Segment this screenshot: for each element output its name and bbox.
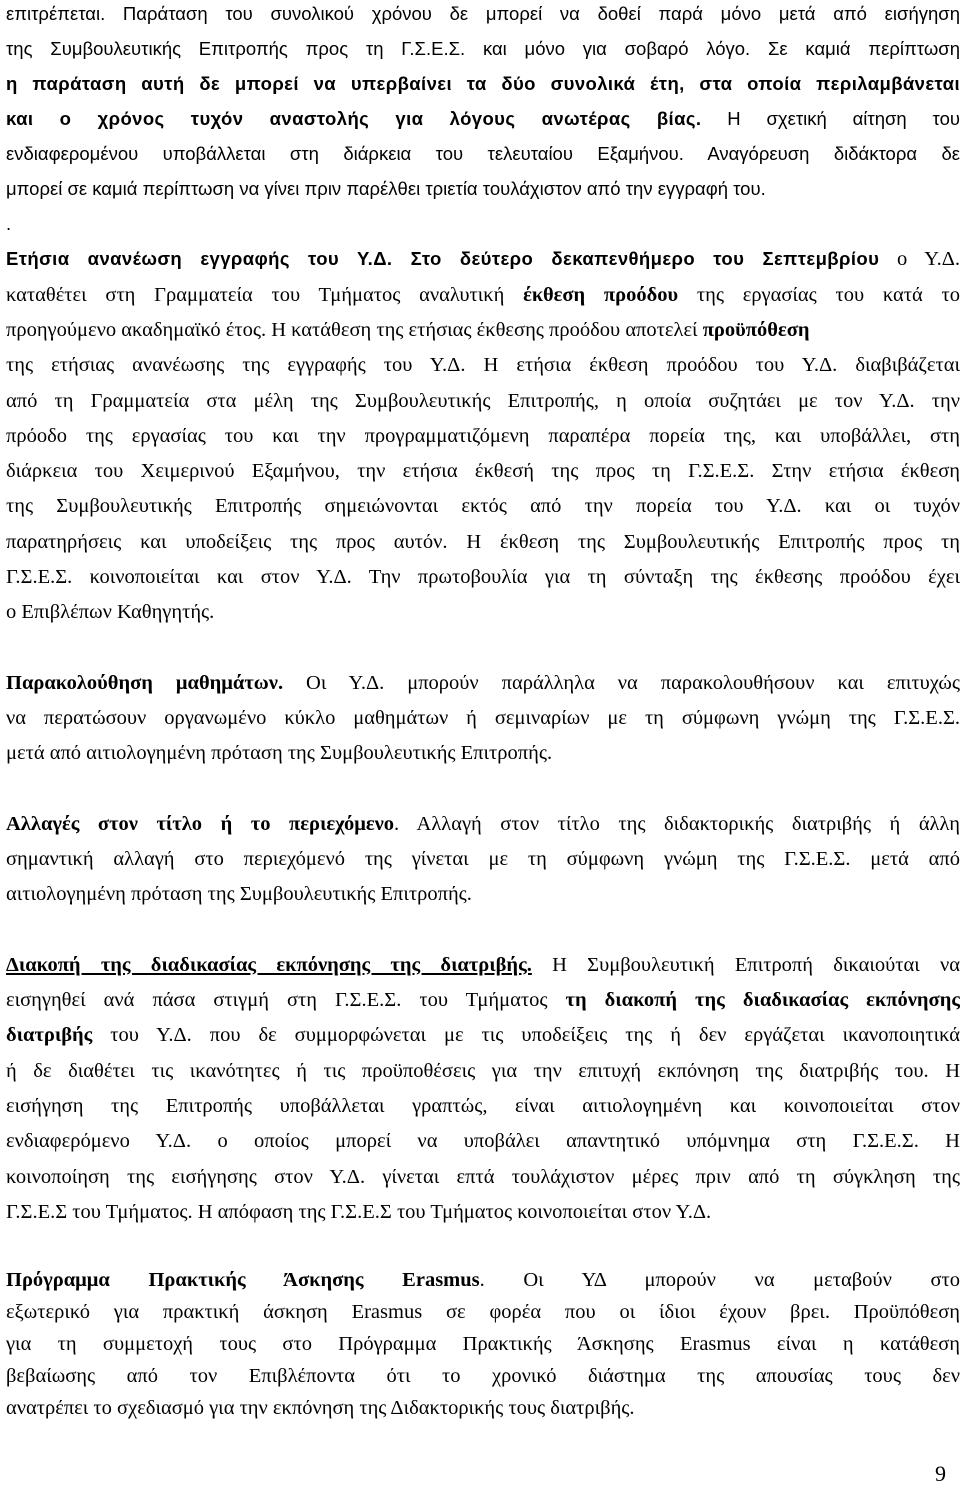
- line-text: εισήγηση της Επιτροπής υποβάλλεται γραπτώς, είναι αιτιολογημένη και κοινοποιείται στον: [6, 1095, 960, 1117]
- text-line: [6, 1364, 960, 1388]
- text-line: [6, 212, 960, 236]
- line-text: η παράταση αυτή δε μπορεί να υπερβαίνει τα δύο συνολικά έτη, στα οποία περιλαμβάνεται: [6, 73, 960, 94]
- paragraph-heading-line: [6, 812, 960, 836]
- text-line: [6, 988, 960, 1012]
- text-line: [6, 177, 960, 201]
- text-line: [6, 1129, 960, 1153]
- text-line: [6, 2, 960, 26]
- line-text: και ο χρόνος τυχόν αναστολής για λόγους ανωτέρας βίας.: [6, 108, 702, 129]
- bold-term: προϋπόθεση: [702, 319, 810, 341]
- text-line: [6, 882, 960, 906]
- paragraph-heading: Ετήσια ανανέωση εγγραφής του Υ.Δ. Στο δεύτερο δεκαπενθήμερο του Σεπτεμβρίου: [6, 248, 880, 269]
- paragraph-heading: Πρόγραμμα Πρακτικής Άσκησης Erasmus: [6, 1269, 480, 1291]
- line-text: αιτιολογημένη πρόταση της Συμβουλευτικής Επιτροπής.: [6, 883, 472, 905]
- text-line: [6, 706, 960, 730]
- text-line: [6, 72, 960, 96]
- bold-term: έκθεση προόδου: [523, 284, 679, 306]
- text-line: [6, 424, 960, 448]
- line-text: της εργασίας του κατά το: [678, 284, 960, 306]
- paragraph-heading-line: [6, 671, 960, 695]
- line-text: ενδιαφερομένου υποβάλλεται στη διάρκεια του τελευταίου Εξαμήνου. Αναγόρευση διδάκτορα δε: [6, 143, 960, 164]
- text-line: [6, 107, 960, 132]
- line-text: βεβαίωσης από τον Επιβλέποντα ότι το χρονικό διάστημα της απουσίας τους δεν: [6, 1365, 960, 1387]
- line-text: ο Υ.Δ.: [879, 248, 960, 270]
- line-text: προηγούμενο ακαδημαϊκό έτος. Η κατάθεση της ετήσιας έκθεσης προόδου αποτελεί: [6, 319, 703, 341]
- text-line: [6, 37, 960, 61]
- line-text: σημαντική αλλαγή στο περιεχόμενό της γίνεται με τη σύμφωνη γνώμη της Γ.Σ.Ε.Σ. μετά από: [6, 848, 960, 870]
- text-line: [6, 389, 960, 413]
- line-text: Γ.Σ.Ε.Σ. κοινοποιείται και στον Υ.Δ. Την πρωτοβουλία για τη σύνταξη της έκθεσης προόδου έχει: [6, 566, 960, 588]
- paragraph-heading-line: [6, 247, 960, 272]
- text-line: [6, 318, 960, 342]
- text-line: [6, 530, 960, 554]
- line-text: . Οι ΥΔ μπορούν να μεταβούν στο: [479, 1269, 960, 1291]
- text-line: [6, 1023, 960, 1047]
- paragraph-heading: Διακοπή της διαδικασίας εκπόνησης της διατριβής.: [6, 954, 532, 976]
- line-text: ενδιαφερόμενο Υ.Δ. ο οποίος μπορεί να υποβάλει απαντητικό υπόμνημα στη Γ.Σ.Ε.Σ. Η: [6, 1130, 960, 1152]
- line-text: μπορεί σε καμιά περίπτωση να γίνει πριν παρέλθει τριετία τουλάχιστον από την εγγραφή του.: [6, 178, 766, 199]
- paragraph-heading-line: [6, 1268, 960, 1292]
- text-line: [6, 1165, 960, 1189]
- line-text: παρατηρήσεις και υποδείξεις της προς αυτόν. Η έκθεση της Συμβουλευτικής Επιτροπής προς τη: [6, 531, 960, 553]
- text-line: [6, 494, 960, 518]
- paragraph-heading: Παρακολούθηση μαθημάτων.: [6, 672, 284, 694]
- line-text: .: [6, 213, 12, 234]
- line-text: επιτρέπεται. Παράταση του συνολικού χρόνου δε μπορεί να δοθεί παρά μόνο μετά από εισήγηση: [6, 3, 960, 24]
- line-text: καταθέτει στη Γραμματεία του Τμήματος αναλυτική: [6, 284, 524, 306]
- line-text: κοινοποίηση της εισήγησης στον Υ.Δ. γίνεται επτά τουλάχιστον μέρες πριν από τη σύγκληση της: [6, 1166, 960, 1188]
- text-line: [6, 741, 960, 765]
- line-text: μετά από αιτιολογημένη πρόταση της Συμβουλευτικής Επιτροπής.: [6, 742, 553, 764]
- paragraph-heading-line: [6, 953, 960, 977]
- line-text: διάρκεια του Χειμερινού Εξαμήνου, την ετήσια έκθεσή της προς τη Γ.Σ.Ε.Σ. Στην ετήσια έκθεση: [6, 460, 960, 482]
- line-text: του Υ.Δ. που δε συμμορφώνεται με τις υποδείξεις της ή δεν εργάζεται ικανοποιητικά: [92, 1024, 960, 1046]
- line-text: εξωτερικό για πρακτική άσκηση Erasmus σε φορέα που οι ίδιοι έχουν βρει. Προϋπόθεση: [6, 1301, 960, 1323]
- line-text: . Αλλαγή στον τίτλο της διδακτορικής διατριβής ή άλλη: [394, 813, 960, 835]
- line-text: να περατώσουν οργανωμένο κύκλο μαθημάτων ή σεμιναρίων με τη σύμφωνη γνώμη της Γ.Σ.Ε.Σ.: [6, 707, 960, 729]
- text-line: [6, 283, 960, 307]
- line-text: από τη Γραμματεία στα μέλη της Συμβουλευτικής Επιτροπής, η οποία συζητάει με τον Υ.Δ. την: [6, 390, 960, 412]
- text-line: [6, 1300, 960, 1324]
- paragraph-heading: Αλλαγές στον τίτλο ή το περιεχόμενο: [6, 813, 395, 835]
- text-line: [6, 600, 960, 624]
- line-text: εισηγηθεί ανά πάσα στιγμή στη Γ.Σ.Ε.Σ. του Τμήματος: [6, 989, 566, 1011]
- bold-term: διατριβής: [6, 1024, 93, 1046]
- text-line: [6, 459, 960, 483]
- line-text: πρόοδο της εργασίας του και την προγραμματιζόμενη παραπέρα πορεία της, και υποβάλλει, στη: [6, 425, 960, 447]
- line-text: Η σχετική αίτηση του: [701, 108, 960, 129]
- line-text: της ετήσιας ανανέωσης της εγγραφής του Υ.Δ. Η ετήσια έκθεση προόδου του Υ.Δ. διαβιβάζεται: [6, 354, 960, 376]
- line-text: ή δε διαθέτει τις ικανότητες ή τις προϋποθέσεις για την επιτυχή εκπόνηση της διατριβής του. Η: [6, 1060, 960, 1082]
- text-line: [6, 1059, 960, 1083]
- line-text: Η Συμβουλευτική Επιτροπή δικαιούται να: [531, 954, 960, 976]
- line-text: της Συμβουλευτικής Επιτροπής σημειώνονται εκτός από την πορεία του Υ.Δ. και οι τυχόν: [6, 495, 960, 517]
- text-line: [6, 142, 960, 166]
- line-text: ο Επιβλέπων Καθηγητής.: [6, 601, 215, 623]
- text-line: [6, 847, 960, 871]
- line-text: για τη συμμετοχή τους στο Πρόγραμμα Πρακτικής Άσκησης Erasmus είναι η κατάθεση: [6, 1333, 960, 1355]
- line-text: της Συμβουλευτικής Επιτροπής προς τη Γ.Σ.Ε.Σ. και μόνο για σοβαρό λόγο. Σε καμιά περίπτωση: [6, 38, 960, 59]
- text-line: [6, 565, 960, 589]
- bold-term: τη διακοπή της διαδικασίας εκπόνησης: [565, 989, 960, 1011]
- line-text: Γ.Σ.Ε.Σ του Τμήματος. Η απόφαση της Γ.Σ.Ε.Σ του Τμήματος κοινοποιείται στον Υ.Δ.: [6, 1201, 712, 1223]
- line-text: ανατρέπει το σχεδιασμό για την εκπόνηση της Διδακτορικής τους διατριβής.: [6, 1397, 635, 1419]
- text-line: [6, 1332, 960, 1356]
- text-line: [6, 1396, 960, 1420]
- line-text: Οι Υ.Δ. μπορούν παράλληλα να παρακολουθήσουν και επιτυχώς: [283, 672, 960, 694]
- page-number: 9: [935, 1461, 946, 1486]
- text-line: [6, 353, 960, 377]
- text-line: [6, 1200, 960, 1224]
- text-line: [6, 1094, 960, 1118]
